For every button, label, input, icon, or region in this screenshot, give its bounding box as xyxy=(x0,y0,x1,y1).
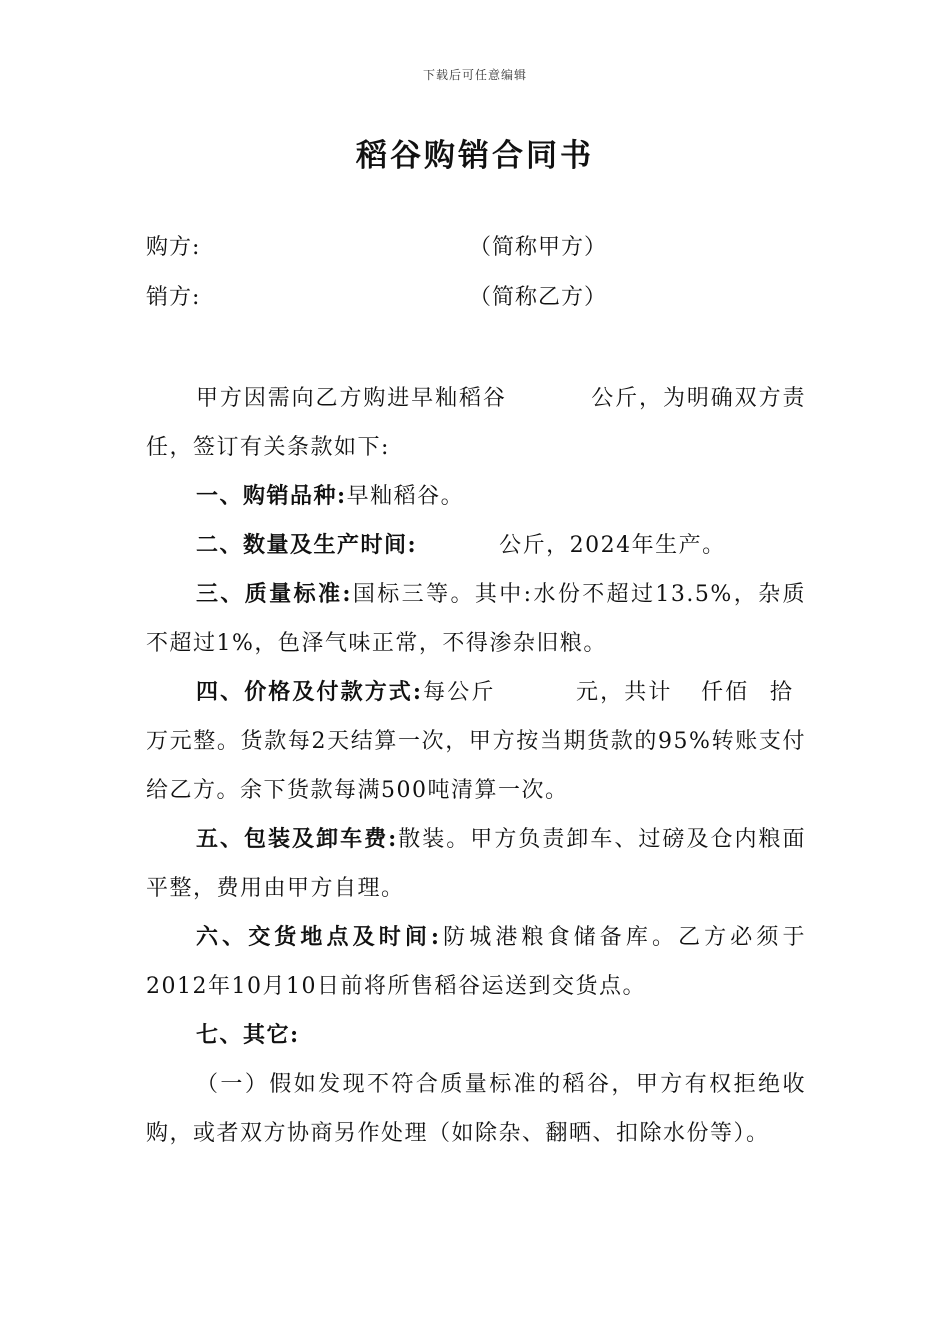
header-note: 下载后可任意编辑 xyxy=(422,68,527,82)
clause-2 xyxy=(146,521,806,570)
buyer-abbreviation: （简称甲方） xyxy=(469,235,608,260)
clause-6-heading: 六、交货地点及时间: xyxy=(196,924,441,950)
sub-clause-1: （一）假如发现不符合质量标准的稻谷，甲方有权拒绝收购，或者双方协商另作处理（如除杂、翻晒、扣除水份等）。 xyxy=(146,1072,806,1146)
clause-1 xyxy=(146,472,806,521)
clause-3-text: 国标三等。其中:水份不超过13.5%，杂质不超过1%，色泽气味正常，不得渗杂旧粮。 xyxy=(146,582,807,656)
clause-4-heading: 四、价格及付款方式: xyxy=(196,679,423,705)
clause-1-text: 早籼稻谷。 xyxy=(346,484,465,509)
contract-body xyxy=(146,374,806,1158)
clause-7 xyxy=(146,1011,806,1060)
clause-4-text-1: 每公斤 xyxy=(422,680,496,705)
clause-4-text-3: 仟佰 xyxy=(700,680,750,705)
clause-2-heading: 二、数量及生产时间: xyxy=(196,532,418,558)
clause-5 xyxy=(146,815,806,913)
clause-5-text: 散装。甲方负责卸车、过磅及仓内粮面平整，费用由甲方自理。 xyxy=(146,827,806,901)
seller-label: 销方: xyxy=(146,285,201,310)
clause-1-heading: 一、购销品种: xyxy=(196,483,347,509)
intro-paragraph xyxy=(146,374,806,472)
document-title: 稻谷购销合同书 xyxy=(356,138,594,174)
seller-abbreviation: （简称乙方） xyxy=(469,285,608,310)
clause-3 xyxy=(146,570,806,668)
clause-4-text-4: 拾 xyxy=(769,680,794,705)
clause-4 xyxy=(146,668,806,815)
clause-4-text-5: 万元整。货款每2天结算一次，甲方按当期货款的95%转账支付给乙方。余下货款每满500吨清算一次。 xyxy=(146,729,806,803)
buyer-label: 购方: xyxy=(146,235,201,260)
clause-7-heading: 七、其它: xyxy=(196,1022,300,1048)
clause-6-text: 防城港粮食储备库。乙方必须于2012年10月10日前将所售稻谷运送到交货点。 xyxy=(146,925,806,999)
clause-3-heading: 三、质量标准: xyxy=(196,581,352,607)
intro-text-1: 甲方因需向乙方购进早籼稻谷 xyxy=(196,386,507,411)
intro-text-2: 公斤，为明确双方责任，签订有关条款如下: xyxy=(146,386,806,460)
clause-5-heading: 五、包装及卸车费: xyxy=(196,826,398,852)
clause-2-text: 公斤，2024年生产。 xyxy=(499,533,726,558)
clause-6 xyxy=(146,913,806,1011)
clause-4-text-2: 元，共计 xyxy=(575,680,673,705)
